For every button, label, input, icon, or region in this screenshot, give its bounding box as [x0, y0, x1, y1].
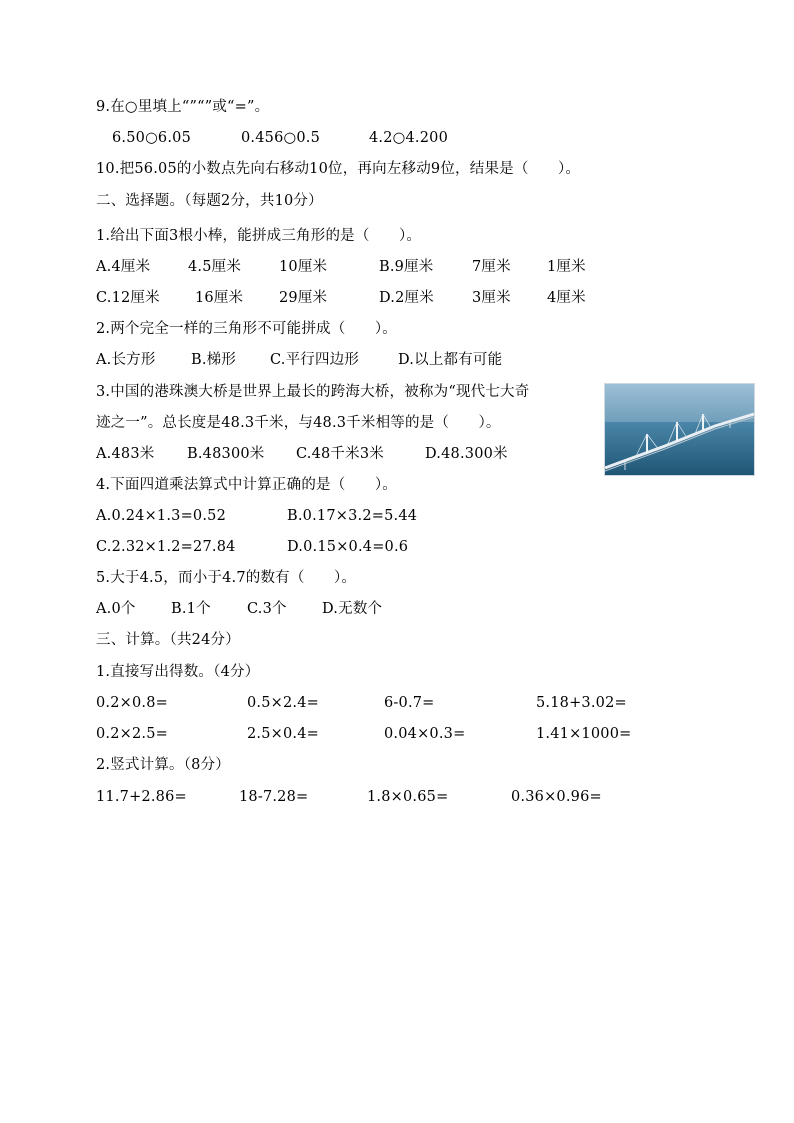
s2-question-4-stem: 4.下面四道乘法算式中计算正确的是（ ）。 — [96, 477, 397, 493]
option: 1厘米 — [547, 259, 586, 275]
option: C.平行四边形 — [270, 352, 360, 368]
compare-item: 4.2○4.200 — [369, 130, 449, 146]
option: 7厘米 — [472, 259, 511, 275]
bridge-photo-graphic — [605, 384, 754, 475]
option: D.以上都有可能 — [398, 352, 503, 368]
option: B.梯形 — [191, 352, 237, 368]
expression: 0.2×2.5= — [96, 726, 169, 742]
option: C.2.32×1.2=27.84 — [96, 539, 236, 555]
option: C.12厘米 — [96, 290, 160, 306]
option: D.48.300米 — [425, 446, 508, 462]
section-2-title: 二、选择题。（每题2分，共10分） — [96, 193, 323, 209]
option: B.0.17×3.2=5.44 — [287, 508, 418, 524]
option: A.0.24×1.3=0.52 — [96, 508, 227, 524]
expression: 0.2×0.8= — [96, 695, 169, 711]
option: 4厘米 — [547, 290, 586, 306]
option: B.1个 — [171, 601, 211, 617]
expression: 1.41×1000= — [536, 726, 632, 742]
bridge-photo — [604, 383, 755, 476]
s2-question-3-stem-line-1: 3.中国的港珠澳大桥是世界上最长的跨海大桥，被称为“现代七大奇 — [96, 384, 530, 400]
s3-question-1-stem: 1.直接写出得数。（4分） — [96, 664, 260, 680]
option: A.长方形 — [96, 352, 156, 368]
option: D.0.15×0.4=0.6 — [287, 539, 409, 555]
option: C.48千米3米 — [296, 446, 384, 462]
option: A.0个 — [96, 601, 136, 617]
option: 16厘米 — [195, 290, 244, 306]
option: A.483米 — [96, 446, 155, 462]
option: A.4厘米 — [96, 259, 151, 275]
option: 3厘米 — [472, 290, 511, 306]
s2-question-1-stem: 1.给出下面3根小棒，能拼成三角形的是（ ）。 — [96, 228, 422, 244]
s2-question-3-stem-line-2: 迹之一”。总长度是48.3千米，与48.3千米相等的是（ ）。 — [96, 415, 501, 431]
expression: 2.5×0.4= — [247, 726, 320, 742]
option: D.无数个 — [322, 601, 383, 617]
section-3-title: 三、计算。（共24分） — [96, 632, 240, 648]
expression: 0.5×2.4= — [247, 695, 320, 711]
option: 29厘米 — [279, 290, 328, 306]
expression: 1.8×0.65= — [367, 789, 449, 805]
question-9-stem: 9.在○里填上“”“”或“=”。 — [96, 99, 270, 115]
s2-question-5-stem: 5.大于4.5，而小于4.7的数有（ ）。 — [96, 570, 357, 586]
option: D.2厘米 — [379, 290, 434, 306]
expression: 18-7.28= — [239, 789, 309, 805]
option: C.3个 — [247, 601, 287, 617]
expression: 0.36×0.96= — [511, 789, 602, 805]
s2-question-2-stem: 2.两个完全一样的三角形不可能拼成（ ）。 — [96, 321, 397, 337]
question-10-stem: 10.把56.05的小数点先向右移动10位，再向左移动9位，结果是（ ）。 — [96, 161, 581, 177]
compare-item: 0.456○0.5 — [241, 130, 321, 146]
expression: 0.04×0.3= — [384, 726, 466, 742]
s3-question-2-stem: 2.竖式计算。（8分） — [96, 757, 231, 773]
compare-item: 6.50○6.05 — [112, 130, 192, 146]
option: 4.5厘米 — [188, 259, 242, 275]
option: B.48300米 — [187, 446, 265, 462]
option: 10厘米 — [279, 259, 328, 275]
option: B.9厘米 — [379, 259, 434, 275]
expression: 5.18+3.02= — [536, 695, 627, 711]
expression: 11.7+2.86= — [96, 789, 187, 805]
expression: 6-0.7= — [384, 695, 435, 711]
